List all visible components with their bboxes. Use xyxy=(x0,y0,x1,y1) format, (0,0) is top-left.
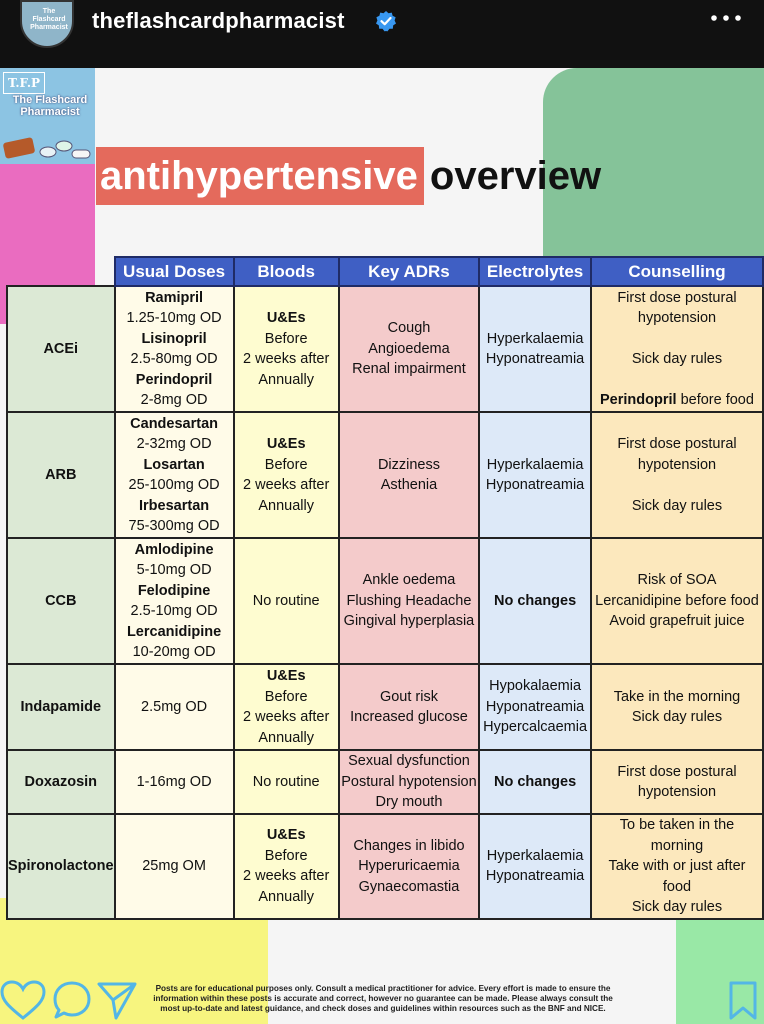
cell-line: 2-8mg OD xyxy=(140,392,208,408)
cell-line: Perindopril xyxy=(135,371,213,388)
cell-line: Hyperuricaemia xyxy=(358,858,460,874)
cell-line: 2 weeks after xyxy=(243,351,330,367)
cell-line: Before xyxy=(264,330,308,347)
cell-line: Hypokalaemia xyxy=(489,678,582,695)
logo-initials: T.F.P xyxy=(3,72,45,94)
doses-cell xyxy=(115,538,234,664)
cell-line: Gynaecomastia xyxy=(358,878,460,895)
cell-line: 2-32mg OD xyxy=(136,436,212,452)
doses-cell xyxy=(115,814,234,919)
cell-line: 2.5mg OD xyxy=(141,698,208,715)
cell-line: U&Es xyxy=(266,668,306,684)
cell-line: Annually xyxy=(258,371,314,388)
cell-line: Before xyxy=(264,847,308,864)
cell-line: Dry mouth xyxy=(375,794,443,811)
drug-class-cell: ACEi xyxy=(7,286,115,412)
cell-line: Hyponatreamia xyxy=(485,351,585,367)
adrs-cell xyxy=(339,412,479,538)
username[interactable]: theflashcardpharmacist xyxy=(92,8,345,33)
corner-cell xyxy=(7,257,115,286)
cell-line: Annually xyxy=(258,729,314,746)
overview-table xyxy=(6,256,764,920)
disclaimer: Posts are for educational purposes only. Consult a medical practitioner for advice. Every effort is made to ensure the information within these posts is accurate and correct, however no guarantee can be made. Please always consult the most up-to-date and latest guidance, and check doses and guidelines within resources such as the BNF and NICE. xyxy=(153,984,613,1013)
electrolytes-cell xyxy=(479,814,591,919)
cell-line: Sexual dysfunction xyxy=(348,753,470,770)
doses-cell xyxy=(115,412,234,538)
counselling-cell xyxy=(591,814,763,919)
cell-line: Gingival hyperplasia xyxy=(343,613,475,630)
cell-line: Avoid grapefruit juice xyxy=(609,613,745,630)
comment-icon[interactable] xyxy=(52,980,92,1022)
electrolytes-cell xyxy=(479,750,591,814)
cell-line: hypotension xyxy=(637,310,717,326)
counselling-cell xyxy=(591,538,763,664)
bloods-cell xyxy=(234,664,339,750)
cell-line: Angioedema xyxy=(368,340,450,357)
column-header: Usual Doses xyxy=(115,257,234,286)
bloods-cell xyxy=(234,286,339,412)
logo-name: The Flashcard Pharmacist xyxy=(12,94,88,118)
cell-line: Felodipine xyxy=(137,582,211,599)
adrs-cell xyxy=(339,286,479,412)
cell-line: Lercanidipine xyxy=(126,623,222,640)
cell-line: Ramipril xyxy=(145,289,204,306)
cell-line: Postural hypotension xyxy=(341,773,477,790)
cell-line: 2 weeks after xyxy=(243,868,330,885)
cell-line: Sick day rules xyxy=(631,497,723,514)
cell-line: Before xyxy=(264,688,308,705)
brand-logo xyxy=(0,68,95,164)
cell-line: First dose postural xyxy=(617,436,737,452)
drug-class-cell: CCB xyxy=(7,538,115,664)
cell-line: U&Es xyxy=(266,436,306,452)
cell-line: 25-100mg OD xyxy=(128,477,220,493)
electrolytes-cell xyxy=(479,286,591,412)
cell-line: 2 weeks after xyxy=(243,709,330,725)
table-row xyxy=(7,750,763,814)
cell-line: U&Es xyxy=(266,827,306,844)
cell-line: 5-10mg OD xyxy=(136,562,212,578)
cell-text: before food xyxy=(676,392,754,408)
cell-line: Hyponatreamia xyxy=(485,698,585,715)
cell-line: Before xyxy=(264,456,308,473)
title-rest: overview xyxy=(429,154,602,198)
cell-line: Lisinopril xyxy=(141,330,207,347)
cell-line: Amlodipine xyxy=(134,541,214,558)
cell-line: Sick day rules xyxy=(631,709,723,725)
bloods-cell xyxy=(234,538,339,664)
cell-line: food xyxy=(662,878,692,895)
cell-line: Hyperkalaemia xyxy=(486,330,584,347)
cell-line: Losartan xyxy=(143,456,205,473)
drug-class-cell: Indapamide xyxy=(7,664,115,750)
cell-line: 1-16mg OD xyxy=(136,773,212,790)
counselling-cell xyxy=(591,664,763,750)
adrs-cell xyxy=(339,664,479,750)
bloods-cell xyxy=(234,814,339,919)
cell-line: Hyperkalaemia xyxy=(486,456,584,473)
cell-line: hypotension xyxy=(637,456,717,473)
cell-line: No changes xyxy=(493,773,577,790)
save-bookmark-icon[interactable] xyxy=(728,980,758,1022)
cell-line: No routine xyxy=(252,592,320,609)
cell-line: Flushing Headache xyxy=(346,592,472,609)
page-title xyxy=(96,147,601,205)
drug-class-cell: Doxazosin xyxy=(7,750,115,814)
cell-line: Irbesartan xyxy=(139,497,210,514)
cell-line: 2 weeks after xyxy=(243,477,330,493)
doses-cell xyxy=(115,286,234,412)
cell-line: 2.5-80mg OD xyxy=(130,351,218,367)
column-header: Key ADRs xyxy=(339,257,479,286)
cell-line: 25mg OM xyxy=(142,858,206,874)
table-row xyxy=(7,814,763,919)
cell-line: Cough xyxy=(387,320,431,337)
cell-line: Gout risk xyxy=(379,688,438,705)
column-header: Bloods xyxy=(234,257,339,286)
profile-avatar[interactable] xyxy=(20,0,74,48)
cell-line: Annually xyxy=(258,888,314,905)
verified-badge-icon xyxy=(375,10,397,32)
cell-bold-text: Perindopril xyxy=(600,392,677,408)
cell-line: U&Es xyxy=(266,310,306,326)
cell-line: Changes in libido xyxy=(353,837,465,854)
adrs-cell xyxy=(339,814,479,919)
table-row xyxy=(7,412,763,538)
cell-line: Take with or just after xyxy=(608,858,746,874)
bloods-cell xyxy=(234,750,339,814)
cell-line: First dose postural xyxy=(617,289,737,306)
post-image xyxy=(0,68,764,1024)
post-header xyxy=(0,0,764,68)
cell-line: Increased glucose xyxy=(350,709,468,725)
electrolytes-cell xyxy=(479,412,591,538)
cell-line: Hyponatreamia xyxy=(485,477,585,493)
bloods-cell xyxy=(234,412,339,538)
cell-line: Dizziness xyxy=(377,456,440,473)
cell-line: Lercanidipine before food xyxy=(595,592,759,609)
doses-cell xyxy=(115,750,234,814)
cell-line: Candesartan xyxy=(130,415,218,432)
cell-line: Risk of SOA xyxy=(637,572,717,589)
cell-line: 1.25-10mg OD xyxy=(126,310,222,326)
cell-line: hypotension xyxy=(637,784,717,800)
adrs-cell xyxy=(339,538,479,664)
pill-bottle-icon xyxy=(2,130,94,162)
cell-line: 2.5-10mg OD xyxy=(130,603,218,619)
share-icon[interactable] xyxy=(96,980,138,1022)
electrolytes-cell xyxy=(479,664,591,750)
counselling-cell xyxy=(591,750,763,814)
counselling-cell xyxy=(591,412,763,538)
cell-line: Take in the morning xyxy=(613,688,741,705)
cell-line xyxy=(592,329,762,350)
adrs-cell xyxy=(339,750,479,814)
cell-line: Hyponatreamia xyxy=(485,868,585,885)
more-options-icon[interactable] xyxy=(710,12,742,24)
title-highlight: antihypertensive xyxy=(96,147,424,205)
cell-line: First dose postural xyxy=(617,763,737,780)
drug-class-cell: Spironolactone xyxy=(7,814,115,919)
cell-line: Hypercalcaemia xyxy=(483,719,588,736)
counselling-cell xyxy=(591,286,763,412)
doses-cell xyxy=(115,664,234,750)
cell-line: Sick day rules xyxy=(631,899,723,915)
cell-line: No routine xyxy=(252,773,320,790)
cell-line: Renal impairment xyxy=(352,361,466,378)
cell-line: 10-20mg OD xyxy=(132,644,216,660)
cell-line xyxy=(592,390,762,411)
cell-line: Asthenia xyxy=(380,477,438,493)
cell-line: No changes xyxy=(493,592,577,609)
column-header: Counselling xyxy=(591,257,763,286)
column-header: Electrolytes xyxy=(479,257,591,286)
cell-line: Ankle oedema xyxy=(362,572,456,589)
table-row xyxy=(7,664,763,750)
cell-line xyxy=(592,370,762,391)
like-icon[interactable] xyxy=(0,980,46,1022)
cell-line: Annually xyxy=(258,497,314,514)
table-row xyxy=(7,538,763,664)
cell-line: 75-300mg OD xyxy=(128,518,220,534)
avatar-text: The Flashcard Pharmacist xyxy=(30,8,68,31)
table-row xyxy=(7,286,763,412)
drug-class-cell: ARB xyxy=(7,412,115,538)
cell-line: To be taken in the morning xyxy=(619,817,735,854)
electrolytes-cell xyxy=(479,538,591,664)
cell-line xyxy=(592,475,762,496)
cell-line: Hyperkalaemia xyxy=(486,847,584,864)
cell-line: Sick day rules xyxy=(631,351,723,367)
